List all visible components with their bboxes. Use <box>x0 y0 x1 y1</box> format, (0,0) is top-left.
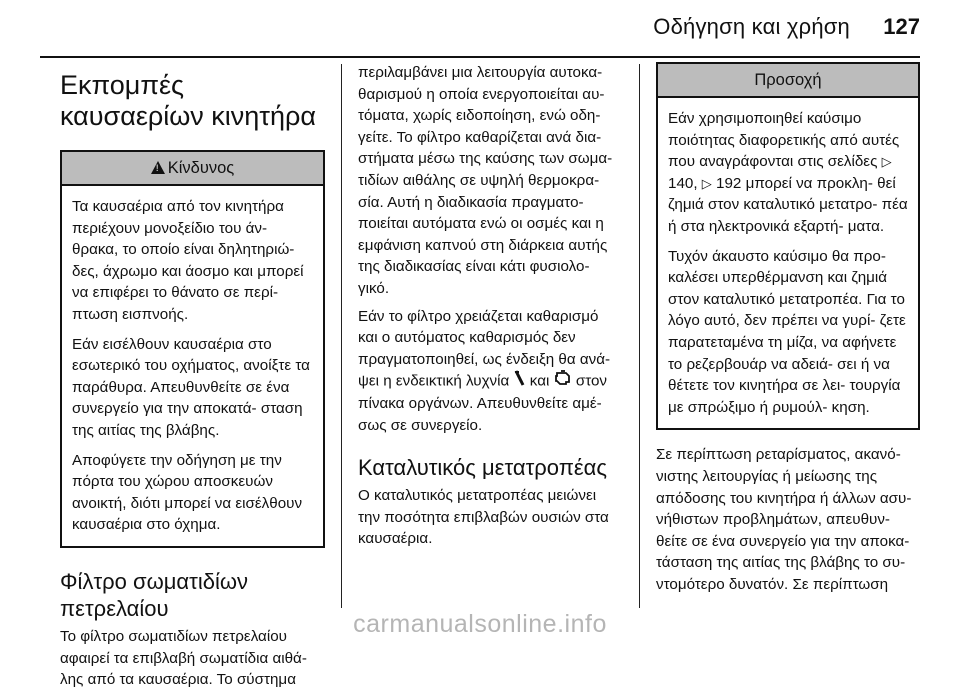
body-text-part: στον πίνακα οργάνων. Απευθυνθείτε αμέ- σως σε συνεργείο. <box>358 372 608 434</box>
notice-text-part: Εάν χρησιμοποιηθεί καύσιμο ποιότητας διαφορετικής από αυτές που αναγράφονται στις σελίδες <box>668 110 900 171</box>
watermark: carmanualsonline.info <box>353 610 607 638</box>
body-text: Ο καταλυτικός μετατροπέας μειώνει την ποσότητα επιβλαβών ουσιών στα καυσαέρια. <box>358 487 609 548</box>
section-title-particle-filter: Φίλτρο σωματιδίων πετρελαίου <box>60 568 249 621</box>
danger-paragraph: Αποφύγετε την οδήγηση με την πόρτα του χώρου αποσκευών ανοικτή, διότι μπορεί να εισέλθουν καυσαέρια στο όχημα. <box>72 451 303 534</box>
danger-paragraph: Εάν εισέλθουν καυσαέρια στο εσωτερικό του οχήματος, ανοίξτε τα παράθυρα. Απευθυνθείτε σε ένα συνεργείο για την αποκατά- σταση της αιτίας της βλάβης. <box>72 335 310 439</box>
notice-box-header <box>658 64 918 98</box>
body-text: Το φίλτρο σωματιδίων πετρελαίου αφαιρεί τα επιβλαβή σωματίδια αιθά- λης από τα καυσαέρια. Το σύστημα <box>60 627 307 689</box>
body-text-part: και <box>529 372 550 390</box>
notice-paragraph: Τυχόν άκαυστο καύσιμο θα προ- καλέσει υπερθέρμανση και ζημιά στον καταλυτικό μετατροπέα. Για το λόγο αυτό, δεν πρέπει να γυρί- ζετε παρατεταμένα τη μίζα, να αφήνετε το ρεζερβουάρ να αδειά- σει ή να θέτετε τον κινητήρα σε λει- τουργία με σπρώξιμο ή ρυμούλ- κηση. <box>668 247 906 416</box>
page-header <box>0 0 960 58</box>
page-reference[interactable]: 192 <box>716 174 742 192</box>
page-reference[interactable]: 140 <box>668 174 694 192</box>
notice-text-part: μπορεί να προκλη- θεί ζημιά στον καταλυτικό μετατρο- πέα ή στα ηλεκτρονικά εξαρτή- ματα. <box>668 174 908 235</box>
column-3 <box>656 62 920 601</box>
section-title-catalytic-converter: Καταλυτικός μετατροπέας <box>358 455 608 481</box>
column-divider <box>639 64 640 608</box>
column-2 <box>358 62 620 556</box>
body-text-indicator <box>358 306 620 437</box>
column-1 <box>60 62 325 697</box>
header-rule <box>40 56 920 58</box>
body-text: περιλαμβάνει μια λειτουργία αυτοκα- θαρισμού η οποία ενεργοποιείται αυ- τόματα, χωρίς ειδοποίηση, ενώ οδη- γείτε. Το φίλτρο καθαρίζεται ανά δια- στήματα μέσω της καύσης των σωμα- τιδίων αιθάλης σε υψηλή θερμοκρα- σία. Αυτή η διαδικασία πραγματο- ποιείται αυτόματα ενώ οι οσμές και η εμφάνιση καπνού στη διάρκεια αυτής της διαδικασίας είναι κάτι φυσιολο- γικό. <box>358 64 613 297</box>
header-title: Οδήγηση και χρήση <box>653 14 850 39</box>
danger-box-header <box>62 152 323 186</box>
section-title-exhaust: Εκπομπές καυσαερίων κινητήρα <box>60 70 316 131</box>
danger-box-heading: Κίνδυνος <box>167 159 235 177</box>
page-ref-arrow-icon: ▷ <box>701 175 712 191</box>
page-number: 127 <box>883 14 920 39</box>
danger-box-body <box>62 186 323 546</box>
notice-box-heading: Προσοχή <box>754 71 822 89</box>
notice-box-body <box>658 98 918 428</box>
page-ref-arrow-icon: ▷ <box>881 154 892 170</box>
body-text: Σε περίπτωση ρεταρίσματος, ακανό- νιστης λειτουργίας ή μείωσης της απόδοσης του κινητήρα ή άλλων ασυ- νήθιστων προβλημάτων, απευθυν- θείτε σε ένα συνεργείο για την αποκα- τάσταση της αιτίας της βλάβης το συ- ντομότερο δυνατόν. Σε περίπτωση <box>656 446 912 593</box>
danger-box <box>60 150 325 548</box>
engine-check-lamp-icon <box>554 370 572 393</box>
warning-triangle-icon <box>151 161 165 174</box>
particle-filter-lamp-icon <box>514 370 526 393</box>
notice-box <box>656 62 920 430</box>
column-divider <box>341 64 342 608</box>
danger-paragraph: Τα καυσαέρια από τον κινητήρα περιέχουν μονοξείδιο του άν- θρακα, το οποίο είναι δηλητηριώ- δες, άχρωμο και άοσμο και μπορεί να επιφέρει το θάνατο σε περί- πτωση εισπνοής. <box>72 198 304 323</box>
notice-paragraph: Εάν χρησιμοποιηθεί καύσιμο ποιότητας διαφορετικής από αυτές που αναγράφονται στις σελίδες ▷ 140, ▷ 192 μπορεί να προκλη- θεί ζημιά στον καταλυτικό μετατρο- πέα ή στα ηλεκτρονικά εξαρτή- ματα. <box>668 110 908 235</box>
body-text-part: Εάν το φίλτρο χρειάζεται καθαρισμό και ο αυτόματος καθαρισμός δεν πραγματοποιηθεί, ως ένδειξη θα ανά- ψει η ενδεικτική λυχνία <box>358 307 611 390</box>
